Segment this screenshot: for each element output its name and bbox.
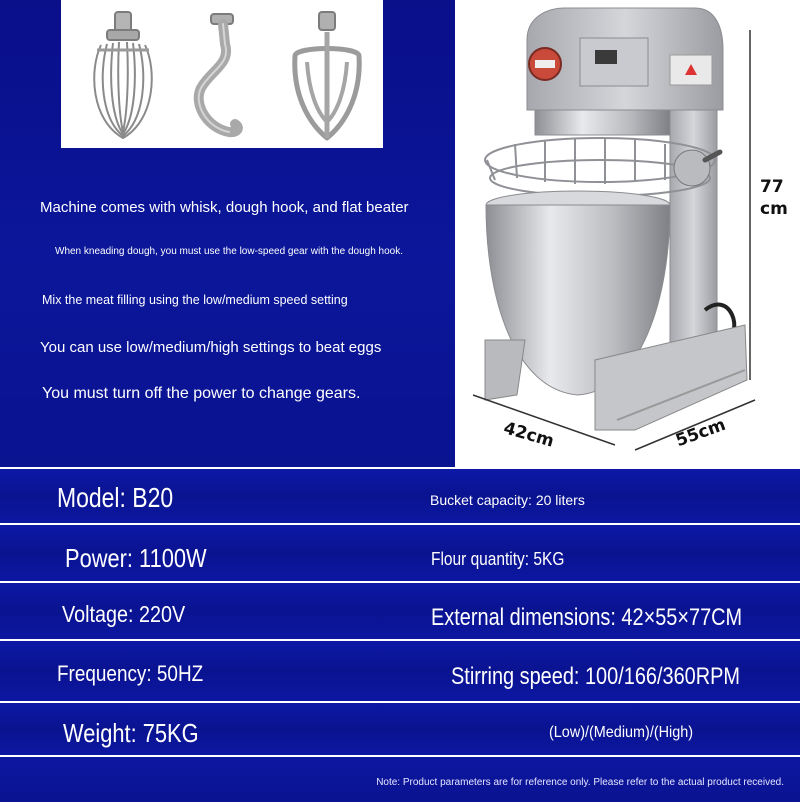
feature-kneading: When kneading dough, you must use the low-speed gear with the dough hook. [55, 246, 404, 257]
spec-model: Model: B20 [57, 482, 174, 513]
spec-row-4 [0, 639, 800, 701]
spec-speed-levels: (Low)/(Medium)/(High) [549, 724, 694, 741]
whisk-attachment-icon [94, 12, 152, 138]
disclaimer-note: Note: Product parameters are for reference only. Please refer to the actual product received. [376, 777, 784, 788]
feature-meat-filling: Mix the meat filling using the low/medium speed setting [42, 293, 348, 307]
spec-weight: Weight: 75KG [63, 718, 199, 748]
spec-frequency: Frequency: 50HZ [57, 661, 204, 686]
product-image-panel [455, 0, 800, 467]
dough-hook-icon [199, 14, 238, 132]
attachments-panel [61, 0, 383, 148]
feature-beat-eggs: You can use low/medium/high settings to beat eggs [40, 339, 382, 356]
feature-gear-change: You must turn off the power to change gears. [42, 385, 361, 402]
spec-external-dimensions: External dimensions: 42×55×77CM [431, 604, 743, 631]
spec-row-3 [0, 581, 800, 639]
dimension-height: 77 cm [760, 177, 788, 219]
dimension-depth: 42cm [501, 418, 557, 452]
spec-row-2 [0, 523, 800, 581]
spec-bucket-capacity: Bucket capacity: 20 liters [430, 492, 585, 508]
flat-beater-icon [295, 12, 359, 138]
spec-row-5 [0, 701, 800, 755]
spec-row-1 [0, 467, 800, 523]
dimension-width: 55cm [673, 414, 729, 452]
feature-attachments: Machine comes with whisk, dough hook, and flat beater [40, 199, 409, 216]
spec-stirring-speed: Stirring speed: 100/166/360RPM [451, 663, 741, 690]
spec-power: Power: 1100W [65, 543, 207, 573]
spec-voltage: Voltage: 220V [62, 601, 186, 627]
spec-flour-quantity: Flour quantity: 5KG [431, 549, 565, 569]
stand-mixer-image [455, 0, 800, 467]
